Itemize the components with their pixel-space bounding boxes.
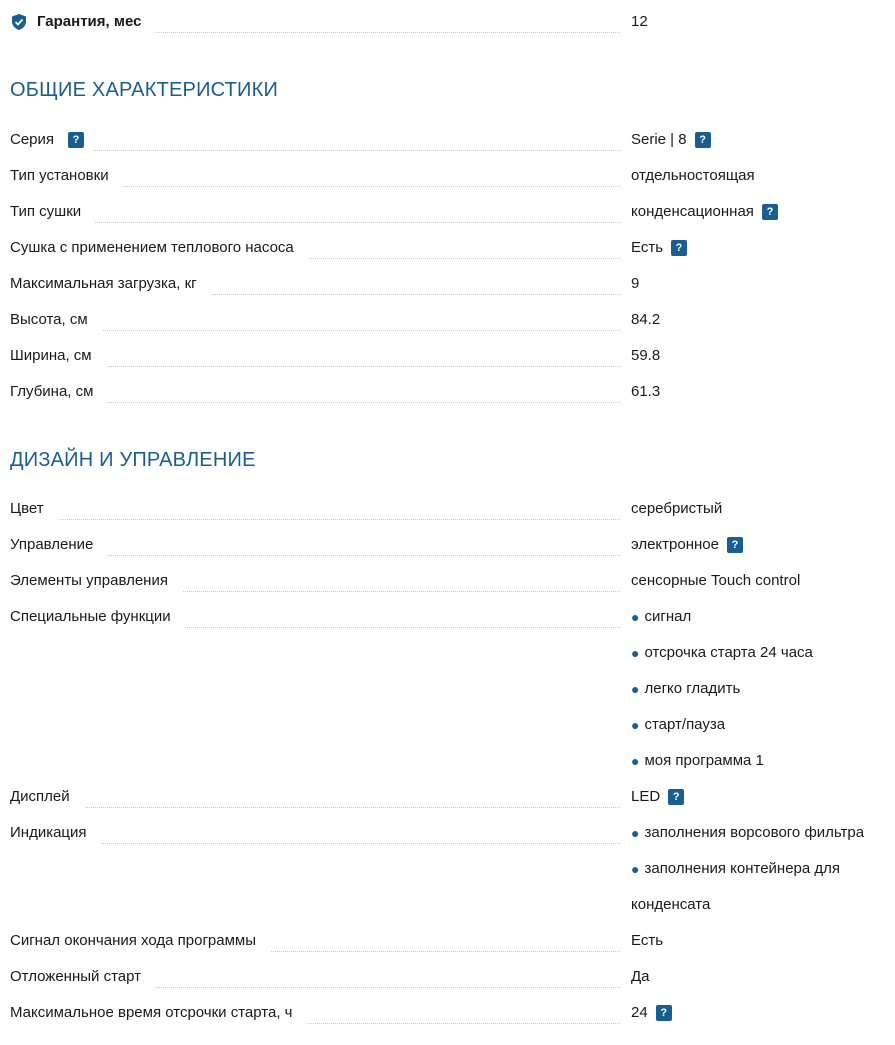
spec-value: 84.2 [631, 311, 661, 328]
spec-label: Тип установки [10, 158, 115, 194]
spec-row-install-type [10, 158, 890, 194]
spec-row-max-delay [10, 995, 890, 1031]
spec-value: Да [631, 968, 650, 985]
spec-row-special-functions [10, 599, 890, 635]
section-title-design: ДИЗАЙН И УПРАВЛЕНИЕ [10, 449, 256, 471]
spec-label: Отложенный старт [10, 959, 147, 995]
warranty-value: 12 [631, 13, 648, 30]
help-icon[interactable]: ? [695, 132, 711, 148]
spec-row-width [10, 338, 890, 374]
spec-label: Управление [10, 527, 99, 563]
help-icon[interactable]: ? [762, 204, 778, 220]
spec-label: Максимальное время отсрочки старта, ч [10, 995, 298, 1031]
spec-row-drying-type [10, 194, 890, 230]
spec-label: Ширина, см [10, 338, 98, 374]
section-title-general: ОБЩИЕ ХАРАКТЕРИСТИКИ [10, 79, 279, 101]
spec-value: сенсорные Touch control [631, 572, 801, 589]
spec-row-control [10, 527, 890, 563]
spec-value: конденсационная [631, 203, 754, 220]
warranty-label: Гарантия, мес [37, 4, 147, 40]
spec-row-end-signal [10, 923, 890, 959]
spec-row-height [10, 302, 890, 338]
list-item: ● заполнения контейнера для [631, 851, 840, 887]
shield-check-icon [10, 13, 28, 31]
spec-value: Есть [631, 239, 664, 256]
spec-label: Сушка с применением теплового насоса [10, 230, 300, 266]
spec-label: Элементы управления [10, 563, 174, 599]
help-icon[interactable]: ? [671, 240, 687, 256]
spec-value: отдельностоящая [631, 167, 755, 184]
warranty-row [10, 4, 890, 40]
spec-row-depth [10, 374, 890, 410]
spec-row-series [10, 122, 890, 158]
spec-row-display [10, 779, 890, 815]
spec-value: 9 [631, 275, 640, 292]
list-item: ● отсрочка старта 24 часа [631, 635, 813, 671]
spec-label: Индикация [10, 815, 93, 851]
dotted-leader [10, 150, 620, 151]
spec-row-delayed-start [10, 959, 890, 995]
spec-row-indication [10, 815, 890, 851]
dotted-leader [10, 222, 620, 223]
bullet-icon: ● [631, 825, 640, 841]
spec-label: Серия [10, 122, 60, 158]
spec-label: Тип сушки [10, 194, 87, 230]
spec-value: Serie | 8 [631, 131, 687, 148]
spec-value: LED [631, 788, 661, 805]
spec-row-heat-pump [10, 230, 890, 266]
bullet-icon: ● [631, 645, 640, 661]
spec-row-max-load [10, 266, 890, 302]
bullet-icon: ● [631, 717, 640, 733]
list-item: ● моя программа 1 [631, 743, 764, 779]
spec-value: 59.8 [631, 347, 661, 364]
spec-label: Высота, см [10, 302, 94, 338]
bullet-icon: ● [631, 681, 640, 697]
spec-value: серебристый [631, 500, 723, 517]
spec-label: Максимальная загрузка, кг [10, 266, 203, 302]
spec-value: электронное [631, 536, 719, 553]
bullet-icon: ● [631, 753, 640, 769]
list-item: ● легко гладить [631, 671, 740, 707]
dotted-leader [10, 807, 620, 808]
dotted-leader [10, 519, 620, 520]
dotted-leader [10, 843, 620, 844]
spec-label: Цвет [10, 491, 50, 527]
spec-value: Есть [631, 932, 664, 949]
spec-label: Глубина, см [10, 374, 99, 410]
list-item-continuation: конденсата [631, 896, 711, 913]
spec-label: Специальные функции [10, 599, 177, 635]
help-icon[interactable]: ? [68, 132, 84, 148]
spec-label: Сигнал окончания хода программы [10, 923, 262, 959]
help-icon[interactable]: ? [727, 537, 743, 553]
list-item: ● старт/пауза [631, 707, 725, 743]
list-item: ● заполнения ворсового фильтра [631, 815, 864, 851]
spec-row-control-elements [10, 563, 890, 599]
list-item: ● сигнал [631, 599, 691, 635]
bullet-icon: ● [631, 609, 640, 625]
bullet-icon: ● [631, 861, 640, 877]
spec-row-color [10, 491, 890, 527]
spec-value: 24 [631, 1004, 648, 1021]
help-icon[interactable]: ? [668, 789, 684, 805]
spec-label: Дисплей [10, 779, 76, 815]
spec-value: 61.3 [631, 383, 661, 400]
help-icon[interactable]: ? [656, 1005, 672, 1021]
